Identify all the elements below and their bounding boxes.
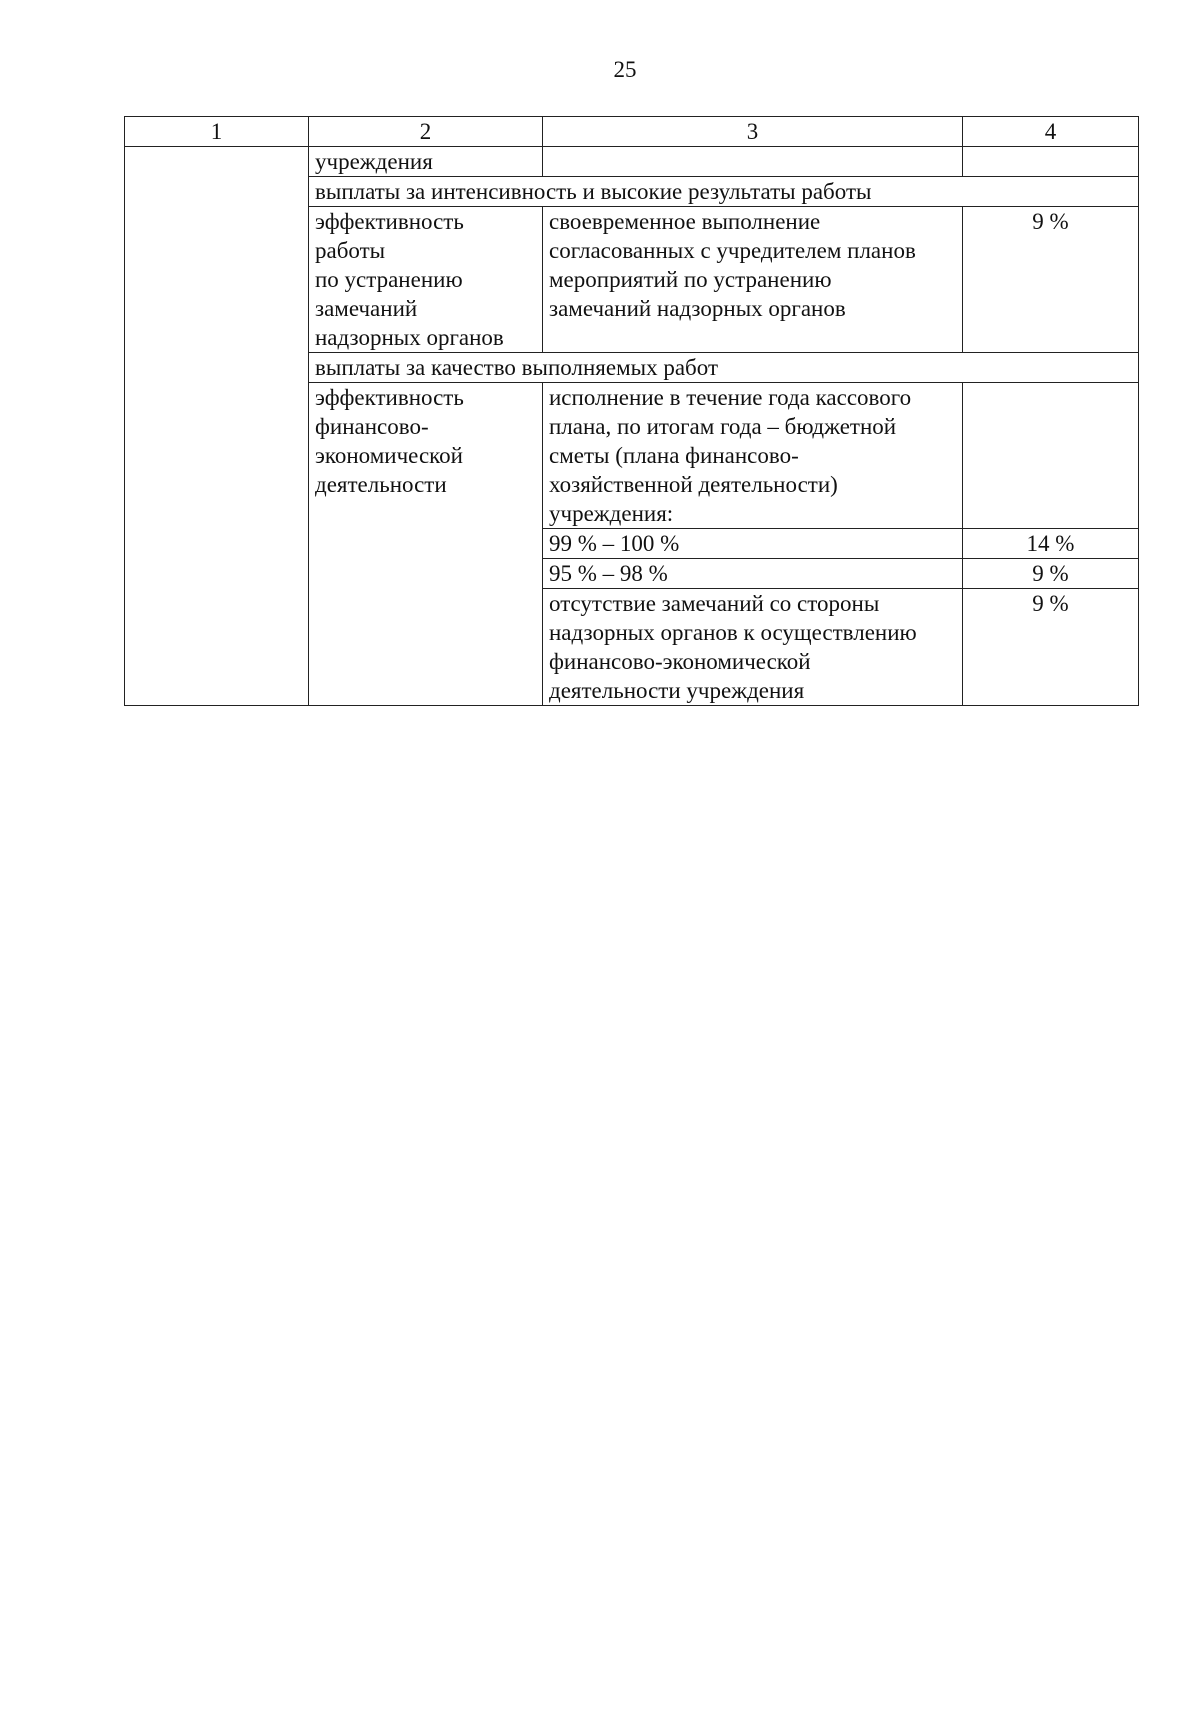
sub-row-3-condition: отсутствие замечаний со стороны надзорных органов к осуществлению финансово-экономической деятельности учреждения	[543, 589, 963, 706]
section-2-condition: исполнение в течение года кассового плана, по итогам года – бюджетной сметы (плана финансово- хозяйственной деятельности) учреждения:	[543, 383, 963, 529]
header-cell-1: 1	[125, 117, 309, 147]
sub-row-1-value: 14 %	[963, 529, 1139, 559]
section-2-condition-value	[963, 383, 1139, 529]
column-1-empty-cell	[125, 147, 309, 706]
table-header-row	[125, 117, 1139, 147]
section-1-criterion: эффективность работы по устранению замечаний надзорных органов	[309, 207, 543, 353]
sub-row-3-value: 9 %	[963, 589, 1139, 706]
sub-row-2-value: 9 %	[963, 559, 1139, 589]
section-1-value: 9 %	[963, 207, 1139, 353]
section-1-title: выплаты за интенсивность и высокие результаты работы	[309, 177, 1139, 207]
table-row	[125, 147, 1139, 177]
section-1-condition: своевременное выполнение согласованных с учредителем планов мероприятий по устранению замечаний надзорных органов	[543, 207, 963, 353]
empty-cell	[543, 147, 963, 177]
section-2-criterion: эффективность финансово- экономической деятельности	[309, 383, 543, 706]
empty-cell	[963, 147, 1139, 177]
sub-row-2-condition: 95 % – 98 %	[543, 559, 963, 589]
section-2-title: выплаты за качество выполняемых работ	[309, 353, 1139, 383]
header-cell-4: 4	[963, 117, 1139, 147]
continuation-cell: учреждения	[309, 147, 543, 177]
sub-row-1-condition: 99 % – 100 %	[543, 529, 963, 559]
page-number: 25	[613, 57, 637, 82]
criteria-table	[124, 116, 1139, 706]
header-cell-2: 2	[309, 117, 543, 147]
header-cell-3: 3	[543, 117, 963, 147]
